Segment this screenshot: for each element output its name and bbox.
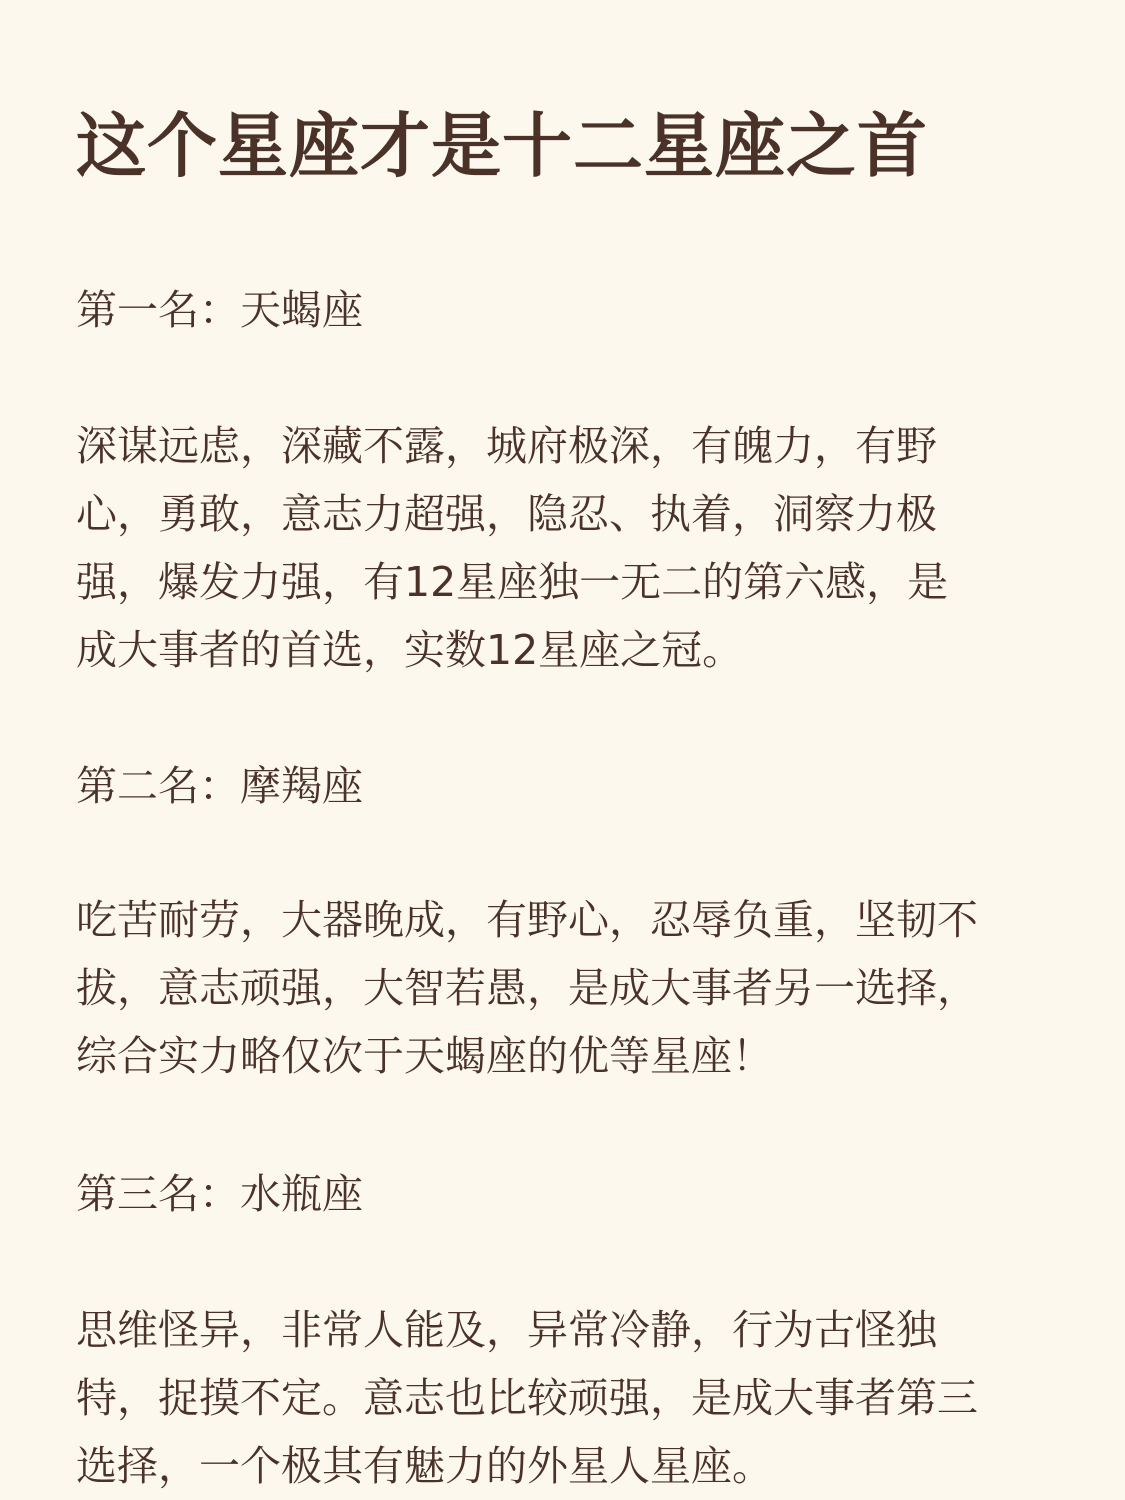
rank-1-line: 成大事者的首选，实数12星座之冠。	[76, 626, 744, 674]
rank-1-line: 强，爆发力强，有12星座独一无二的第六感，是	[76, 558, 949, 606]
rank-1-line: 心，勇敢，意志力超强，隐忍、执着，洞察力极	[76, 490, 937, 538]
rank-2-line: 吃苦耐劳，大器晚成，有野心，忍辱负重，坚韧不	[76, 896, 978, 944]
rank-2-heading: 第二名：摩羯座	[76, 762, 363, 810]
rank-3-line: 选择，一个极其有魅力的外星人星座。	[76, 1442, 773, 1490]
article-title: 这个星座才是十二星座之首	[76, 105, 928, 187]
rank-3-line: 思维怪异，非常人能及，异常冷静，行为古怪独	[76, 1306, 937, 1354]
rank-2-line: 拔，意志顽强，大智若愚，是成大事者另一选择，	[76, 964, 978, 1012]
rank-3-line: 特，捉摸不定。意志也比较顽强，是成大事者第三	[76, 1374, 978, 1422]
rank-2-description	[76, 886, 978, 1090]
rank-2-line: 综合实力略仅次于天蝎座的优等星座！	[76, 1032, 773, 1080]
rank-3-heading: 第三名：水瓶座	[76, 1170, 363, 1218]
rank-1-line: 深谋远虑，深藏不露，城府极深，有魄力，有野	[76, 422, 937, 470]
rank-3-description	[76, 1296, 978, 1500]
rank-1-heading: 第一名：天蝎座	[76, 286, 363, 334]
rank-1-description	[76, 412, 948, 684]
